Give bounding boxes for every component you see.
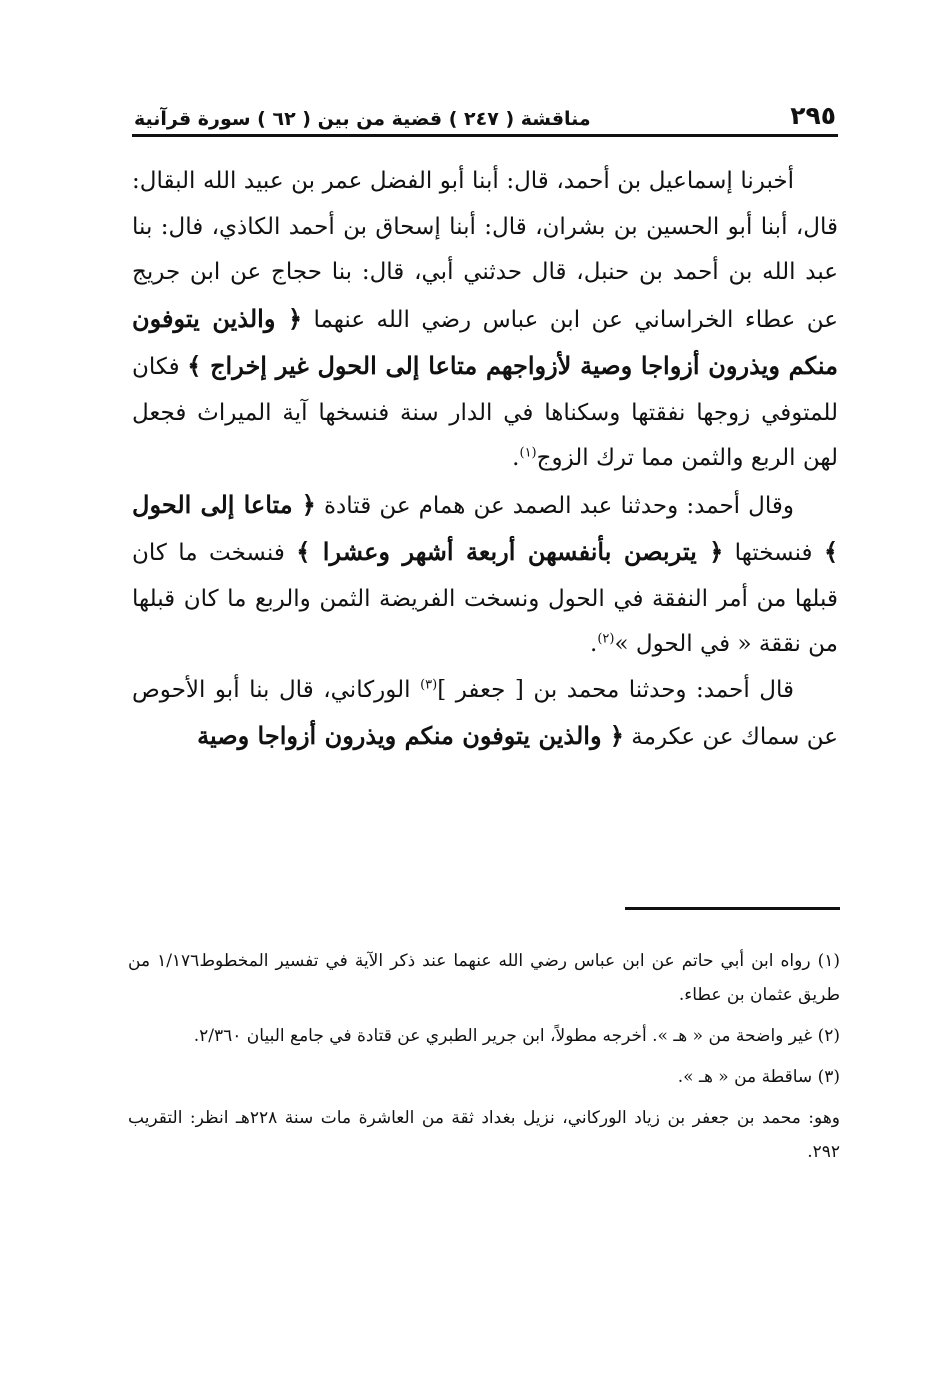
paragraph-3-start: قال أحمد: وحدثنا محمد بن [ جعفر ] xyxy=(437,676,795,703)
footnote-3-continuation: وهو: محمد بن جعفر بن زياد الوركاني، نزيل بغداد ثقة من العاشرة مات سنة ٢٢٨هـ انظر: التقريب ٢٩٢. xyxy=(128,1108,840,1162)
footnote-1: (١) رواه ابن أبي حاتم عن ابن عباس رضي الله عنهما عند ذكر الآية في تفسير المخطوط١/١٧٦ من طريق عثمان بن عطاء. xyxy=(128,951,840,1005)
footnote-3: (٣) ساقطة من « هـ ». xyxy=(677,1067,840,1087)
paragraph-1-end: فكان للمتوفي زوجها نفقتها وسكناها في الدار سنة فنسخها آية الميراث فجعل لهن الربع والثمن مما ترك الزوج xyxy=(132,354,838,471)
quran-verse: ﴿ متاعا إلى الحول ﴾ xyxy=(132,489,839,566)
running-title: مناقشة ( ٢٤٧ ) قضية من بين ( ٦٢ ) سورة قرآنية xyxy=(134,108,591,130)
paragraph-3-mid: الوركاني، قال بنا أبو الأحوص عن سماك عن عكرمة xyxy=(132,676,838,750)
footnote-ref-1: (١) xyxy=(519,445,537,461)
paragraph-2-end: فنسخت ما كان قبلها من أمر النفقة في الحول ونسخت الفريضة الثمن والربع ما كان قبلها من نققة « في الحول » xyxy=(132,540,838,657)
quran-verse: ﴿ والذين يتوفون منكم ويذرون أزواجا وصية لأزواجهم متاعا إلى الحول غير إخراج ﴾ xyxy=(132,303,838,380)
footnotes xyxy=(128,944,840,1176)
page-number: ٢٩٥ xyxy=(790,101,836,130)
paragraph-3 xyxy=(132,668,838,761)
paragraph-2-mid: فنسختها xyxy=(723,540,824,566)
paragraph-1-text: أخبرنا إسماعيل بن أحمد، قال: أبنا أبو الفضل عمر بن عبيد الله البقال: قال، أبنا أبو الحسين بن بشران، قال: أبنا إسحاق بن أحمد الكاذي، فال: بنا عبد الله بن أحمد بن حنبل، قال حدثني أبي، قال: بنا حجاج عن ابن جريج عن عطاء الخراساني عن ابن عباس رضي الله عنهما xyxy=(132,168,838,333)
quran-verse: ﴿ يتربصن بأنفسهن أربعة أشهر وعشرا ﴾ xyxy=(296,537,724,566)
footnote-separator xyxy=(625,907,840,910)
footnote-2: (٢) غير واضحة من « هـ ». أخرجه مطولاً، ابن جرير الطبري عن قتادة في جامع البيان ٢/٣٦٠. xyxy=(193,1026,840,1046)
main-text xyxy=(132,159,838,761)
paragraph-1: أخبرنا إسماعيل بن أحمد، قال: أبنا أبو الفضل عمر بن عبيد الله البقال: قال، أبنا أبو الحسين بن بشران، قال: أبنا إسحاق بن أحمد الكاذي، فال: بنا عبد الله بن أحمد بن حنبل، قال حدثني أبي، قال: بنا حجاج عن ابن جريج عن عطاء الخراساني عن ابن عباس رضي الله عنهما ﴿ والذين يتوفون منكم ويذرون أزواجا وصية لأزواجهم متاعا إلى الحول غير إخراج ﴾ فكان للمتوفي زوجها نفقتها وسكناها في الدار سنة فنسخها آية الميراث فجعل لهن الربع والثمن مما ترك الزوج$^{(١)}$. xyxy=(132,168,838,471)
footnote-ref-2: (٢) xyxy=(597,631,615,647)
paragraph-2-start: وقال أحمد: وحدثنا عبد الصمد عن همام عن قتادة xyxy=(315,492,794,519)
quran-verse: ﴿ والذين يتوفون منكم ويذرون أزواجا وصية xyxy=(197,721,624,750)
paragraph-2: وقال أحمد: وحدثنا عبد الصمد عن همام عن قتادة ﴿ متاعا إلى الحول ﴾ فنسختها ﴿ يتربصن بأنفسهن أربعة أشهر وعشرا ﴾ فنسخت ما كان قبلها من أمر النفقة في الحول ونسخت الفريضة الثمن والربع ما كان قبلها من نققة « في الحول »$^{(٢)}$. xyxy=(132,489,839,657)
footnote-ref-3: (٣) xyxy=(420,676,438,692)
page-header xyxy=(132,96,838,137)
